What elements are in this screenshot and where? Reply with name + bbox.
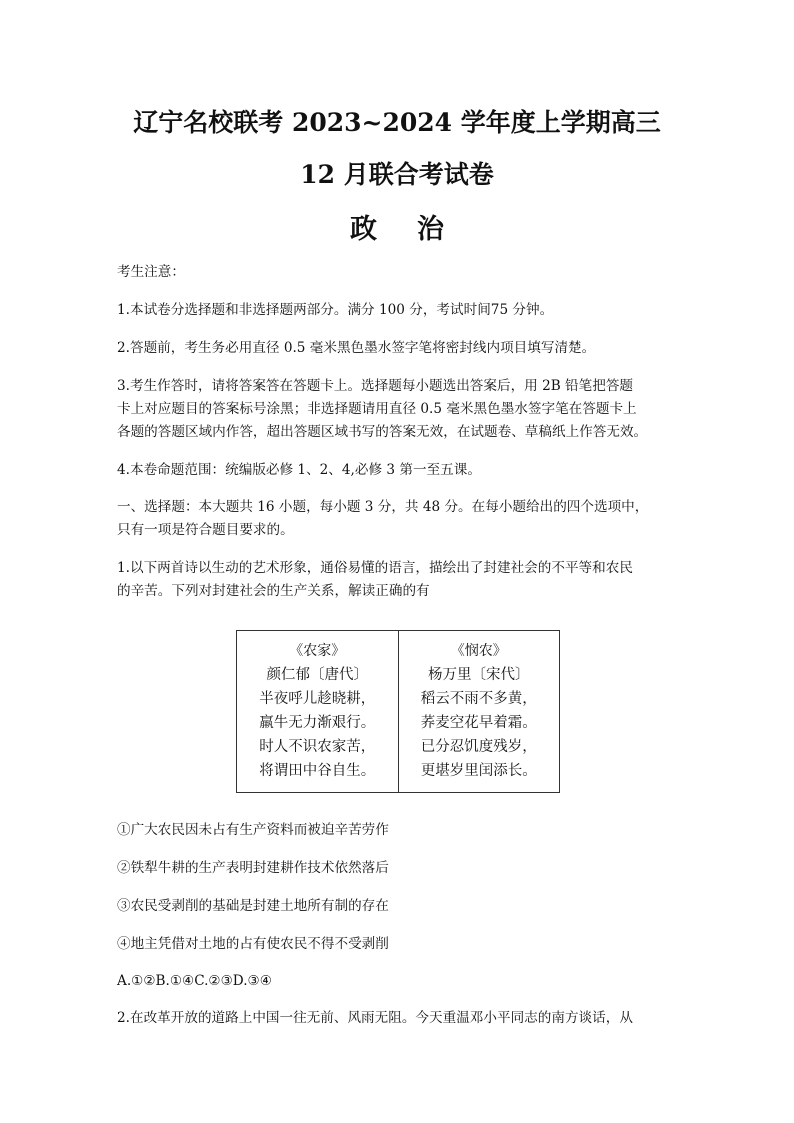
poem-left-line: 羸牛无力渐艰行。 [259, 715, 376, 731]
notice-item-1: 1.本试卷分选择题和非选择题两部分。满分 100 分，考试时间75 分钟。 [117, 302, 554, 318]
poems-table [236, 630, 560, 793]
poem-left-line: 时人不识农家苦， [259, 739, 376, 755]
notice-item-3-line1: 3.考生作答时，请将答案答在答题卡上。选择题每小题选出答案后，用 2B 铅笔把答题 [117, 378, 634, 394]
poem-right-line: 已分忍饥度残岁， [420, 739, 537, 755]
poem-right-line: 更堪岁里闰添长。 [420, 763, 537, 779]
q1-statement-1: ①广大农民因未占有生产资料而被迫辛苦劳作 [117, 822, 389, 838]
subject-title: 政治 [350, 214, 484, 245]
poem-left-author: 颜仁郁〔唐代〕 [266, 667, 368, 683]
exam-title-line1: 辽宁名校联考 2023~2024 学年度上学期高三 [133, 108, 661, 137]
poem-left-line: 半夜呼儿趁晓耕， [259, 691, 376, 707]
notice-item-3-line3: 各题的答题区域内作答，超出答题区域书写的答案无效，在试题卷、草稿纸上作答无效。 [117, 424, 648, 440]
q1-statement-4: ④地主凭借对土地的占有使农民不得不受剥削 [117, 936, 389, 952]
poem-left-title: 《农家》 [289, 643, 346, 659]
poem-right-title: 《悯农》 [450, 643, 507, 659]
poem-right-line: 稻云不雨不多黄， [420, 691, 537, 707]
q1-choices: A.①②B.①④C.②③D.③④ [117, 973, 272, 989]
poem-right-author: 杨万里〔宋代〕 [428, 667, 530, 683]
poem-right [398, 631, 560, 792]
section1-instructions-line2: 只有一项是符合题目要求的。 [117, 522, 294, 538]
poem-left [237, 631, 398, 792]
notice-heading: 考生注意： [117, 264, 185, 280]
section1-instructions-line1: 一、选择题：本大题共 16 小题，每小题 3 分，共 48 分。在每小题给出的四个选项中， [117, 499, 649, 515]
notice-item-3-line2: 卡上对应题目的答案标号涂黑；非选择题请用直径 0.5 毫米黑色墨水签字笔在答题卡上 [117, 401, 637, 417]
q1-stem-line2: 的辛苦。下列对封建社会的生产关系，解读正确的有 [117, 583, 430, 599]
poem-left-line: 将谓田中谷自生。 [259, 763, 376, 779]
notice-item-2: 2.答题前，考生务必用直径 0.5 毫米黑色墨水签字笔将密封线内项目填写清楚。 [117, 340, 596, 356]
q1-statement-2: ②铁犁牛耕的生产表明封建耕作技术依然落后 [117, 860, 389, 876]
notice-item-4: 4.本卷命题范围：统编版必修 1、2、4,必修 3 第一至五课。 [117, 462, 481, 478]
q2-stem-line1: 2.在改革开放的道路上中国一往无前、风雨无阻。今天重温邓小平同志的南方谈话，从 [117, 1010, 633, 1026]
q1-stem-line1: 1.以下两首诗以生动的艺术形象，通俗易懂的语言，描绘出了封建社会的不平等和农民 [117, 560, 633, 576]
poem-right-line: 荞麦空花早着霜。 [420, 715, 537, 731]
exam-title-line2: 12 月联合考试卷 [300, 160, 494, 189]
q1-statement-3: ③农民受剥削的基础是封建土地所有制的存在 [117, 898, 389, 914]
